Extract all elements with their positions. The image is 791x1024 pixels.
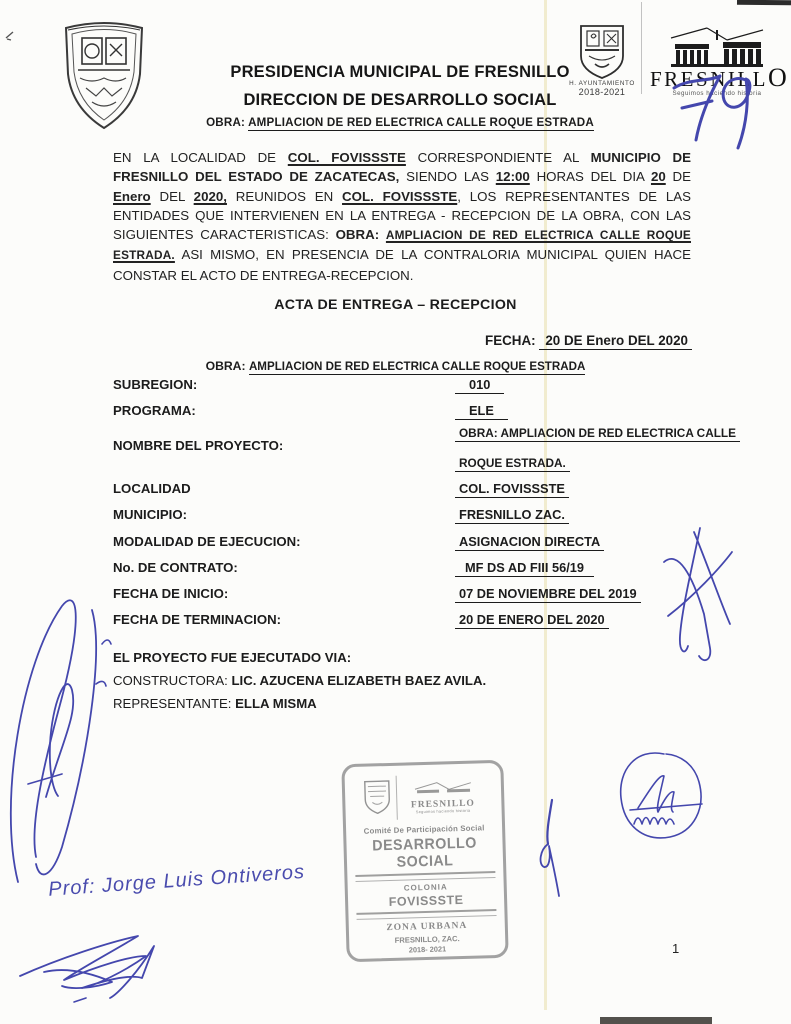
field-value: COL. FOVISSSTE: [455, 481, 569, 498]
page-title: PRESIDENCIA MUNICIPAL DE FRESNILLO: [230, 63, 570, 81]
acta-obra-label: OBRA:: [205, 359, 246, 373]
field-value: FRESNILLO ZAC.: [455, 507, 569, 524]
scan-speck: [4, 28, 20, 44]
field-value: ELE: [455, 403, 508, 420]
stamp-building-icon: [412, 779, 472, 795]
obra-header-line: [170, 116, 630, 129]
document-header: [170, 58, 630, 129]
fecha-line: [400, 333, 692, 348]
field-row-fecha-inicio: [113, 586, 713, 606]
fresnillo-tagline: Seguimos haciendo historia: [672, 90, 762, 97]
field-label: SUBREGION:: [113, 377, 198, 392]
fresnillo-wordmark: FRESNILLO: [650, 63, 790, 92]
field-value: 20 DE ENERO DEL 2020: [455, 612, 609, 629]
signature-small-mark: [528, 796, 570, 898]
stamp-colonia-value: FOVISSSTE: [388, 892, 464, 910]
representante-label: REPRESENTANTE:: [113, 696, 232, 711]
constructora-value: LIC. AZUCENA ELIZABETH BAEZ AVILA.: [231, 673, 487, 688]
representante-line: [113, 696, 317, 711]
field-row-localidad: [113, 481, 713, 501]
stamp-shield-icon: [361, 778, 392, 819]
field-value: 010: [455, 377, 504, 394]
field-row-nombre-proyecto: [113, 426, 737, 470]
scan-bottom-bar: [600, 1017, 712, 1024]
field-row-modalidad: [113, 534, 713, 554]
stamp-city: FRESNILLO, ZAC.: [394, 934, 460, 945]
acta-obra-line: [0, 359, 791, 373]
constructora-label: CONSTRUCTORA:: [113, 673, 228, 688]
field-label: FECHA DE INICIO:: [113, 586, 229, 601]
signature-right-cross: [650, 520, 750, 668]
stamp-zona: ZONA URBANA: [386, 920, 468, 934]
fecha-label: FECHA:: [485, 333, 536, 348]
obra-value: AMPLIACION DE RED ELECTRICA CALLE ROQUE ESTRADA: [248, 116, 594, 129]
stamp-colonia-label: COLONIA: [403, 882, 448, 893]
fresnillo-building-icon: [669, 26, 765, 68]
signature-right-circle: [610, 746, 710, 848]
obra-label: OBRA:: [206, 116, 246, 129]
handwritten-folio-79: [668, 66, 758, 150]
field-label: LOCALIDAD: [113, 481, 191, 496]
field-label: No. DE CONTRATO:: [113, 560, 238, 575]
signature-left-large: [0, 592, 132, 887]
field-row-municipio: [113, 507, 713, 527]
field-value: MF DS AD FIII 56/19: [455, 560, 594, 577]
field-label: MODALIDAD DE EJECUCION:: [113, 534, 301, 549]
acta-heading: ACTA DE ENTREGA – RECEPCION: [274, 297, 517, 313]
signature-bottom-scribble: [14, 928, 169, 1006]
ayuntamiento-years: 2018-2021: [578, 87, 626, 97]
field-label: PROGRAMA:: [113, 403, 196, 418]
intro-paragraph: EN LA LOCALIDAD DE COL. FOVISSSTE CORRESPONDIENTE AL MUNICIPIO DE FRESNILLO DEL ESTADO DE ZACATECAS, SIENDO LAS 12:00 HORAS DEL DIA 20 DE Enero DEL 2020, REUNIDOS EN COL. FOVISSSTE, LOS REPRESENTANTES DE LAS ENTIDADES QUE INTERVIENEN EN LA ENTREGA - RECEPCION DE LA OBRA, CON LAS SIGUIENTES CARACTERISTICAS: OBRA: AMPLIACION DE RED ELECTRICA CALLE ROQUE ESTRADA. ASI MISMO, EN PRESENCIA DE LA CONTRALORIA MUNICIPAL QUIEN HACE CONSTAR EL ACTO DE ENTREGA-RECEPCION.: [113, 150, 691, 283]
constructora-line: [113, 673, 486, 688]
field-label: FECHA DE TERMINACION:: [113, 612, 282, 627]
acta-obra-value: AMPLIACION DE RED ELECTRICA CALLE ROQUE ESTRADA: [248, 360, 586, 373]
page-number: 1: [672, 941, 680, 956]
field-label: NOMBRE DEL PROYECTO:: [113, 438, 284, 453]
municipal-crest-icon: [52, 16, 156, 136]
field-value: ASIGNACION DIRECTA: [455, 534, 604, 551]
stamp-committee: Comité De Participación Social: [363, 823, 485, 836]
stamp-title: DESARROLLO SOCIAL: [372, 834, 478, 871]
field-row-contrato: [113, 560, 713, 580]
stamp-logo-divider: [395, 776, 397, 820]
header-logo-divider: [641, 2, 642, 94]
stamp-logos: [351, 769, 496, 825]
page-subtitle: DIRECCION DE DESARROLLO SOCIAL: [243, 91, 557, 109]
stamp-divider: [356, 909, 496, 920]
stamp-fresnillo-block: [400, 779, 485, 814]
ayuntamiento-caption: H. AYUNTAMIENTO: [569, 80, 635, 87]
field-row-subregion: [113, 377, 713, 397]
stamp-years: 2018- 2021: [408, 944, 447, 955]
field-row-fecha-terminacion: [113, 612, 713, 632]
field-value: OBRA: AMPLIACION DE RED ELECTRICA CALLE: [455, 426, 740, 442]
ayuntamiento-shield-icon: [577, 22, 627, 80]
ayuntamiento-logo: [568, 22, 636, 97]
field-label: MUNICIPIO:: [113, 507, 187, 522]
executed-via-line: EL PROYECTO FUE EJECUTADO VIA:: [113, 650, 352, 665]
handwritten-name: Prof: Jorge Luis Ontiveros: [47, 860, 306, 901]
field-value-line2: ROQUE ESTRADA.: [455, 456, 570, 472]
fecha-value: 20 DE Enero DEL 2020: [539, 333, 692, 350]
representante-value: ELLA MISMA: [235, 696, 317, 711]
field-row-programa: [113, 403, 713, 423]
field-value: 07 DE NOVIEMBRE DEL 2019: [455, 586, 641, 603]
scan-corner-mark: [737, 0, 791, 5]
stamp-brand-caption: Seguimos haciendo historia: [415, 808, 471, 814]
stamp-divider: [355, 871, 495, 882]
rubber-stamp: [341, 760, 508, 962]
stamp-brand: FRESNILLO: [410, 798, 475, 810]
